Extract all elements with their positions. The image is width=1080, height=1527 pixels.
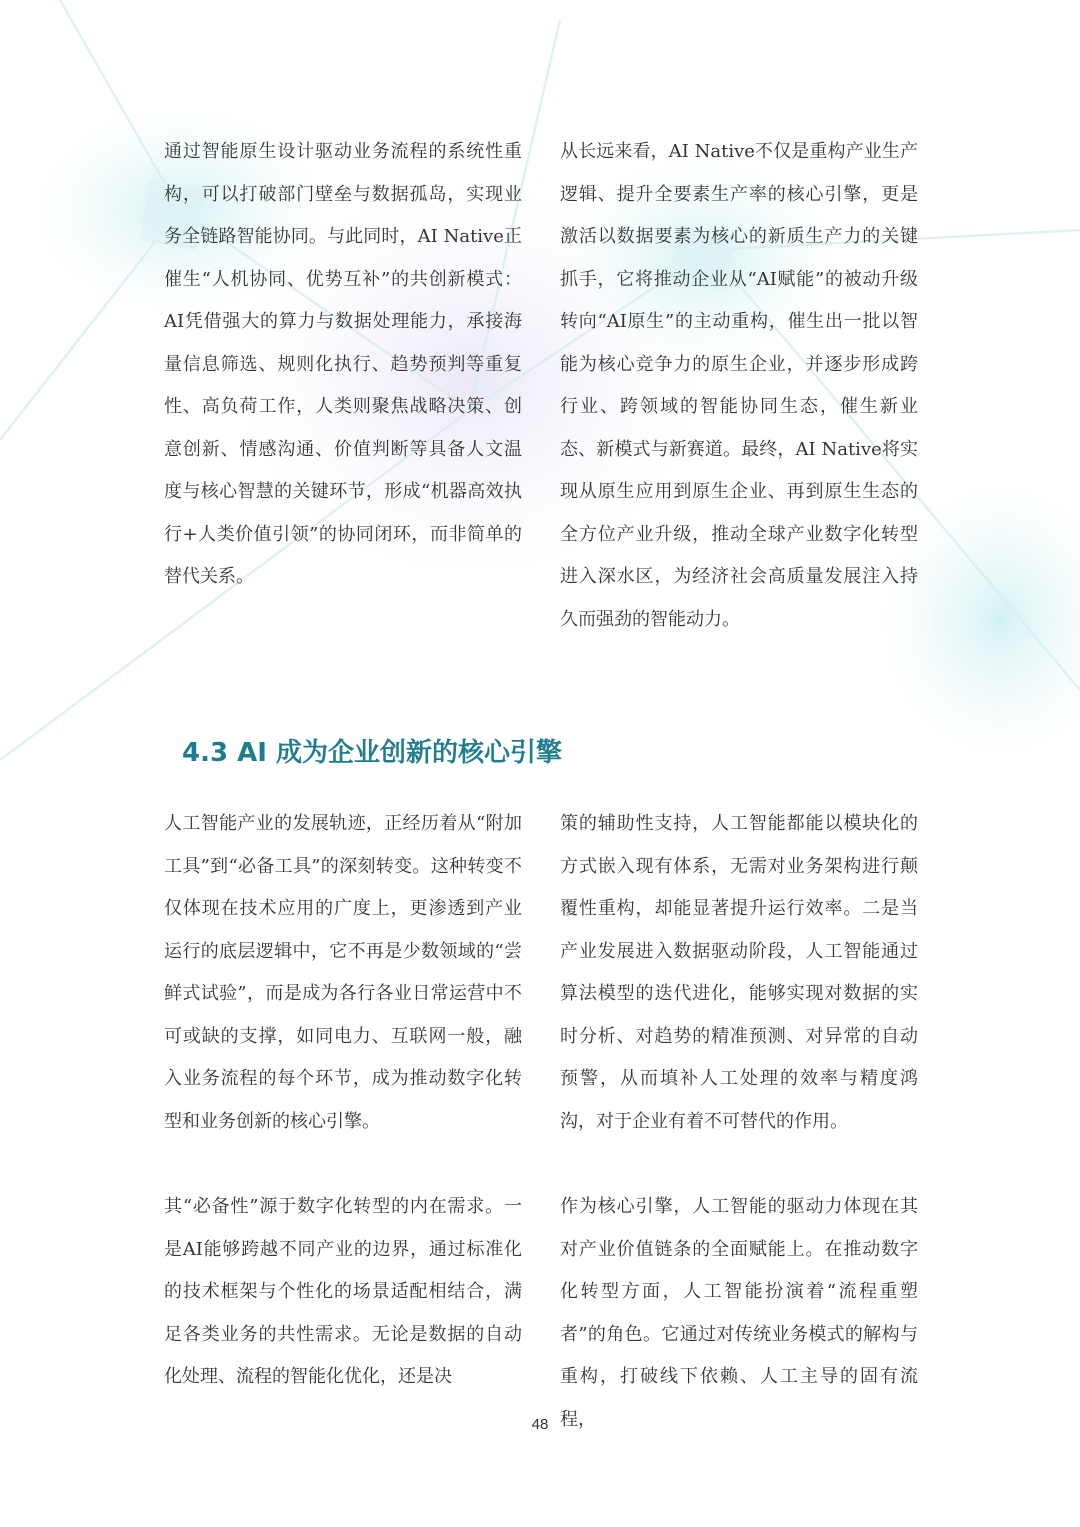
body-paragraph: 策的辅助性支持，人工智能都能以模块化的方式嵌入现有体系，无需对业务架构进行颠覆性重构，却能显著提升运行效率。二是当产业发展进入数据驱动阶段，人工智能通过算法模型的迭代进化，能够实现对数据的实时分析、对趋势的精准预测、对异常的自动预警，从而填补人工处理的效率与精度鸿沟，对于企业有着不可替代的作用。 <box>560 813 918 1132</box>
body-paragraph: 人工智能产业的发展轨迹，正经历着从“附加工具”到“必备工具”的深刻转变。这种转变不仅体现在技术应用的广度上，更渗透到产业运行的底层逻辑中，它不再是少数领域的“尝鲜式试验”，而是成为各行各业日常运营中不可或缺的支撑，如同电力、互联网一般，融入业务流程的每个环节，成为推动数字化转型和业务创新的核心引擎。 <box>164 813 522 1132</box>
section-left-column-2 <box>164 1186 522 1399</box>
body-paragraph: 通过智能原生设计驱动业务流程的系统性重构，可以打破部门壁垒与数据孤岛，实现业务全链路智能协同。与此同时，AI Native正催生“人机协同、优势互补”的共创新模式：AI凭借强大的算力与数据处理能力，承接海量信息筛选、规则化执行、趋势预判等重复性、高负荷工作，人类则聚焦战略决策、创意创新、情感沟通、价值判断等具备人文温度与核心智慧的关键环节，形成“机器高效执行+人类价值引领”的协同闭环，而非简单的替代关系。 <box>164 141 522 587</box>
body-paragraph: 从长远来看，AI Native不仅是重构产业生产逻辑、提升全要素生产率的核心引擎，更是激活以数据要素为核心的新质生产力的关键抓手，它将推动企业从“AI赋能”的被动升级转向“AI原生”的主动重构，催生出一批以智能为核心竞争力的原生企业，并逐步形成跨行业、跨领域的智能协同生态，催生新业态、新模式与新赛道。最终，AI Native将实现从原生应用到原生企业、再到原生生态的全方位产业升级，推动全球产业数字化转型进入深水区，为经济社会高质量发展注入持久而强劲的智能动力。 <box>560 141 918 630</box>
top-right-column <box>560 131 918 641</box>
section-heading: 4.3 AI 成为企业创新的核心引擎 <box>182 738 562 768</box>
top-left-column <box>164 131 522 599</box>
section-right-column-1 <box>560 803 918 1143</box>
page-number: 48 <box>531 1416 549 1433</box>
section-right-column-2 <box>560 1186 918 1441</box>
body-paragraph: 其“必备性”源于数字化转型的内在需求。一是AI能够跨越不同产业的边界，通过标准化的技术框架与个性化的场景适配相结合，满足各类业务的共性需求。无论是数据的自动化处理、流程的智能化优化，还是决 <box>164 1196 522 1387</box>
body-paragraph: 作为核心引擎，人工智能的驱动力体现在其对产业价值链条的全面赋能上。在推动数字化转型方面，人工智能扮演着“流程重塑者”的角色。它通过对传统业务模式的解构与重构，打破线下依赖、人工主导的固有流程， <box>560 1196 918 1430</box>
section-left-column-1 <box>164 803 522 1143</box>
